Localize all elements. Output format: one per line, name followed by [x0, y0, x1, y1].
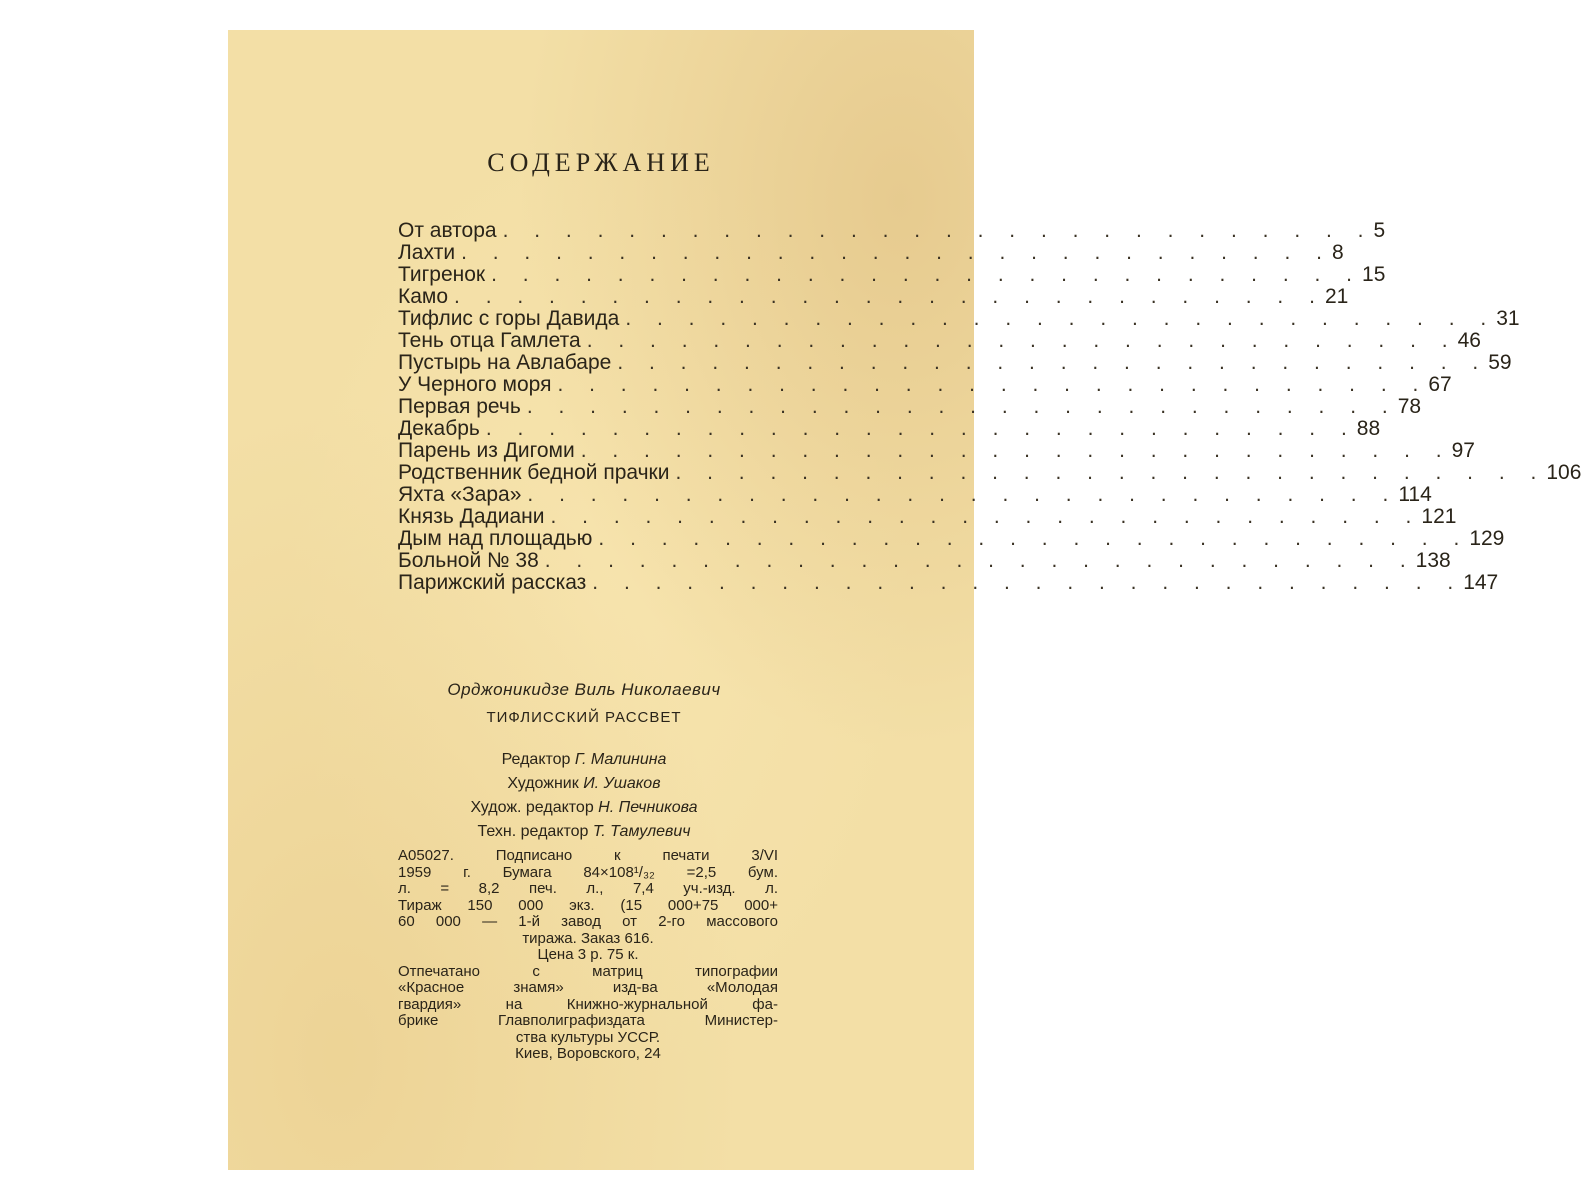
- author-name: Орджоникидзе Виль Николаевич: [447, 680, 721, 699]
- toc-entry-title: Первая речь: [398, 395, 521, 418]
- toc-entry-page: 88: [1356, 417, 1381, 440]
- imprint-line: Тираж 150 000 экз. (15 000+75 000+: [398, 896, 778, 914]
- toc-entry: [398, 571, 1499, 594]
- toc-entry-page: 59: [1488, 351, 1512, 374]
- toc-entry-page: 67: [1428, 373, 1452, 396]
- toc-entry-title: Родственник бедной прачки: [398, 461, 670, 484]
- toc-leader-dots: . . . . . . . . . . . . . . . . . . . . . . . . . . . .: [557, 373, 1429, 396]
- toc-leader-dots: . . . . . . . . . . . . . . . . . . . . . . . . . . . .: [550, 505, 1422, 528]
- toc-entry: [398, 241, 1344, 264]
- credit-name: Г. Малинина: [574, 751, 667, 768]
- table-of-contents: [398, 219, 1581, 594]
- toc-leader-dots: . . . . . . . . . . . . . . . . . . . . . . . . . . . .: [454, 285, 1325, 308]
- toc-entry-page: 106: [1546, 461, 1581, 484]
- toc-entry-title: Тифлис с горы Давида: [398, 307, 620, 330]
- toc-entry-title: Яхта «Зара»: [398, 483, 522, 506]
- toc-entry: [398, 505, 1457, 528]
- toc-leader-dots: . . . . . . . . . . . . . . . . . . . . . . . . . . . .: [527, 483, 1399, 506]
- toc-entry-title: Дым над площадью: [398, 527, 593, 550]
- toc-entry-page: 5: [1373, 219, 1386, 242]
- toc-entry: [398, 417, 1381, 440]
- imprint-block: [398, 848, 778, 1063]
- imprint-line: Киев, Воровского, 24: [515, 1045, 661, 1062]
- book-title: ТИФЛИССКИЙ РАССВЕТ: [486, 709, 682, 726]
- toc-entry: [398, 439, 1475, 462]
- toc-entry-page: 147: [1463, 571, 1499, 594]
- toc-entry-page: 97: [1451, 439, 1475, 462]
- credit-line: [398, 796, 770, 820]
- toc-leader-dots: . . . . . . . . . . . . . . . . . . . . . . . . . . . .: [544, 549, 1416, 572]
- toc-leader-dots: . . . . . . . . . . . . . . . . . . . . . . . . . . . .: [491, 263, 1363, 286]
- toc-entry-title: Декабрь: [398, 417, 480, 440]
- toc-entry-title: Тень отца Гамлета: [398, 329, 581, 352]
- imprint-line: л. = 8,2 печ. л., 7,4 уч.-изд. л.: [398, 880, 778, 897]
- toc-entry-title: От автора: [398, 219, 497, 242]
- toc-leader-dots: . . . . . . . . . . . . . . . . . . . . . . . . . . . .: [592, 571, 1464, 594]
- toc-entry-page: 121: [1421, 505, 1457, 528]
- toc-entry: [398, 219, 1386, 242]
- toc-entry: [398, 373, 1452, 396]
- toc-entry: [398, 263, 1386, 286]
- toc-entry-title: Тигренок: [398, 263, 486, 286]
- toc-entry-page: 8: [1331, 241, 1344, 264]
- imprint-line: брике Главполиграфиздата Министер-: [398, 1012, 778, 1029]
- credit-name: Н. Печникова: [598, 799, 698, 816]
- toc-entry-title: Князь Дадиани: [398, 505, 545, 528]
- credit-line: [398, 820, 770, 844]
- toc-leader-dots: . . . . . . . . . . . . . . . . . . . . . . . . . . . .: [461, 241, 1332, 264]
- credit-name: Т. Тамулевич: [592, 823, 691, 840]
- toc-leader-dots: . . . . . . . . . . . . . . . . . . . . . . . . . . . .: [526, 395, 1398, 418]
- toc-entry: [398, 307, 1520, 330]
- credit-role: Техн. редактор: [477, 823, 593, 840]
- toc-entry: [398, 395, 1422, 418]
- toc-entry: [398, 461, 1581, 484]
- credits-list: [398, 748, 770, 844]
- imprint-line: тиража. Заказ 616.: [522, 929, 654, 947]
- toc-entry-page: 138: [1415, 549, 1451, 572]
- toc-entry-title: У Черного моря: [398, 373, 552, 396]
- imprint-line: 1959 г. Бумага 84×108¹/₃₂ =2,5 бум.: [398, 863, 778, 881]
- toc-entry: [398, 549, 1451, 572]
- imprint-line: А05027. Подписано к печати 3/VI: [398, 847, 778, 864]
- toc-entry-page: 129: [1469, 527, 1505, 550]
- toc-entry-page: 31: [1496, 307, 1520, 330]
- imprint-line: гвардия» на Книжно-журнальной фа-: [398, 995, 778, 1013]
- credit-role: Худож. редактор: [470, 799, 599, 816]
- toc-entry-page: 78: [1397, 395, 1422, 418]
- toc-entry-title: Пустырь на Авлабаре: [398, 351, 612, 374]
- credit-name: И. Ушаков: [583, 775, 661, 792]
- imprint-line: Отпечатано с матриц типографии: [398, 962, 778, 980]
- imprint-line: 60 000 — 1-й завод от 2-го массового: [398, 913, 778, 930]
- imprint-line: «Красное знамя» изд-ва «Молодая: [398, 979, 778, 996]
- imprint-line: Цена 3 р. 75 к.: [537, 946, 639, 963]
- credit-line: [398, 748, 770, 772]
- toc-leader-dots: . . . . . . . . . . . . . . . . . . . . . . . . . . . .: [617, 351, 1489, 374]
- toc-leader-dots: . . . . . . . . . . . . . . . . . . . . . . . . . . . .: [586, 329, 1458, 352]
- toc-entry: [398, 329, 1481, 352]
- toc-entry: [398, 351, 1512, 374]
- toc-entry-page: 114: [1398, 483, 1432, 506]
- toc-entry-page: 46: [1457, 329, 1481, 352]
- toc-entry: [398, 285, 1349, 308]
- toc-entry-title: Парень из Дигоми: [398, 439, 575, 462]
- toc-entry-title: Больной № 38: [398, 549, 539, 572]
- toc-title: СОДЕРЖАНИЕ: [487, 148, 715, 177]
- toc-entry-page: 15: [1362, 263, 1386, 286]
- toc-entry-title: Камо: [398, 285, 449, 308]
- toc-leader-dots: . . . . . . . . . . . . . . . . . . . . . . . . . . . .: [485, 417, 1357, 440]
- toc-entry-title: Парижский рассказ: [398, 571, 587, 594]
- credit-line: [398, 772, 770, 796]
- toc-leader-dots: . . . . . . . . . . . . . . . . . . . . . . . . . . . .: [625, 307, 1497, 330]
- toc-entry-title: Лахти: [398, 241, 456, 264]
- toc-entry: [398, 527, 1505, 550]
- toc-entry-page: 21: [1324, 285, 1349, 308]
- imprint-line: ства культуры УССР.: [515, 1028, 661, 1046]
- toc-leader-dots: . . . . . . . . . . . . . . . . . . . . . . . . . . . .: [502, 219, 1374, 242]
- credit-role: Художник: [507, 775, 584, 792]
- toc-leader-dots: . . . . . . . . . . . . . . . . . . . . . . . . . . . .: [580, 439, 1452, 462]
- toc-leader-dots: . . . . . . . . . . . . . . . . . . . . . . . . . . . .: [675, 461, 1547, 484]
- book-page: [228, 30, 1581, 1170]
- credit-role: Редактор: [501, 751, 575, 768]
- toc-leader-dots: . . . . . . . . . . . . . . . . . . . . . . . . . . . .: [598, 527, 1470, 550]
- toc-entry: [398, 483, 1432, 506]
